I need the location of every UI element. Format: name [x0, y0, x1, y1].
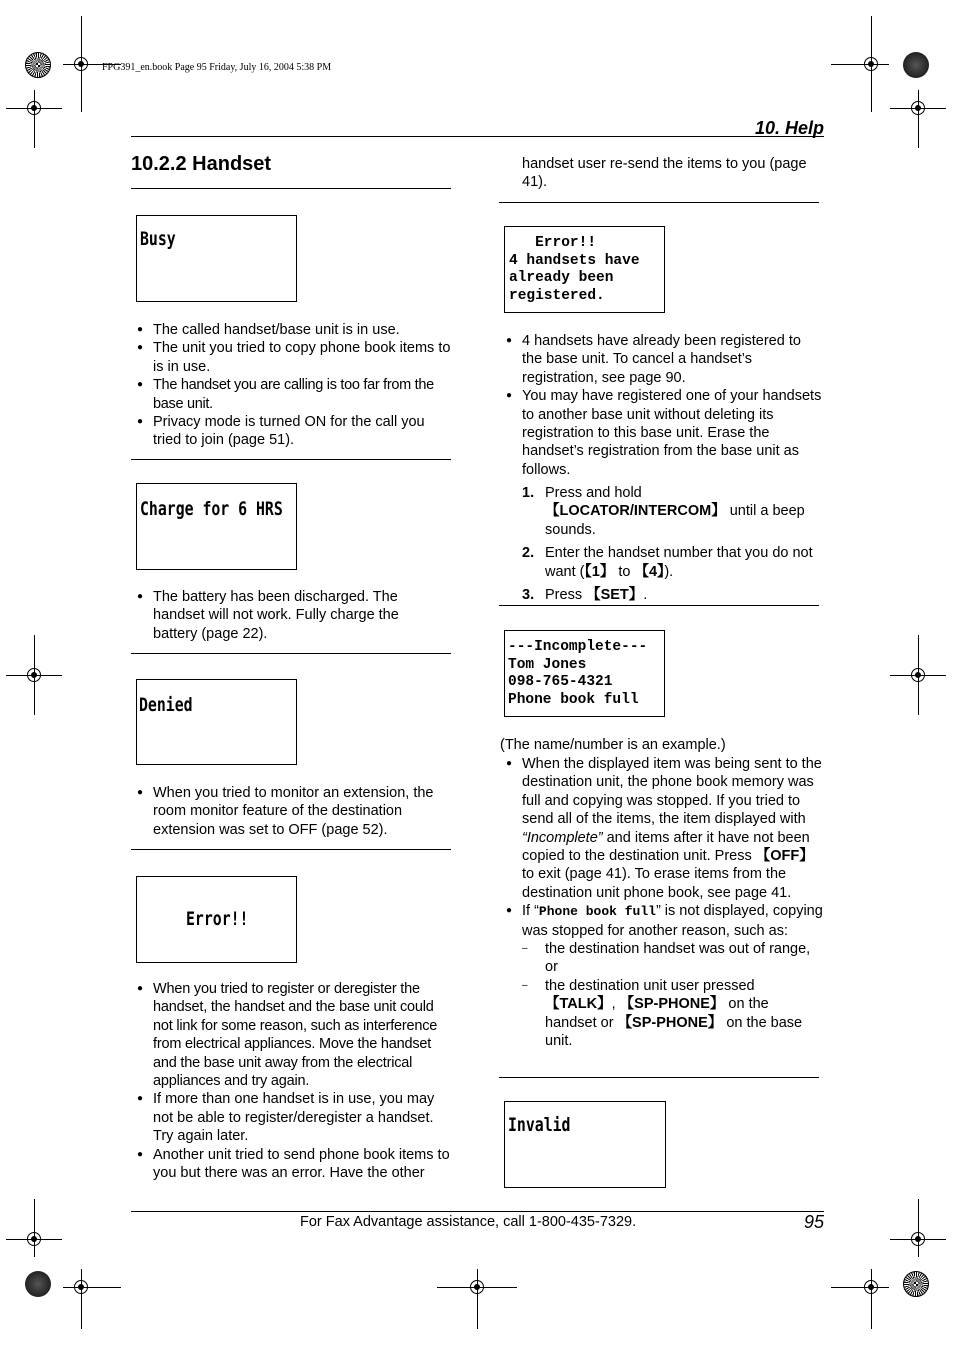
divider: [131, 459, 451, 460]
list-item: ● The battery has been discharged. The handset will not work. Fully charge the battery (page 22).: [131, 588, 431, 643]
key-label: 【SET】: [586, 587, 644, 604]
charge-bullets: [131, 588, 431, 643]
lcd-line: Phone book full: [508, 691, 639, 708]
lcd-display-error-handsets: [504, 226, 665, 313]
divider: [499, 202, 819, 203]
key-label: 【1】: [584, 563, 615, 580]
registration-mark: [25, 1271, 51, 1297]
section-header: 10. Help: [754, 118, 824, 138]
key-label: 【SP-PHONE】: [619, 996, 725, 1013]
error4-bullets: [500, 332, 824, 479]
step-item: [522, 484, 824, 539]
example-note: (The name/number is an example.): [500, 737, 726, 753]
header-rule: [131, 136, 824, 137]
list-item: [522, 977, 824, 1051]
step-number: 2.: [522, 545, 535, 562]
registration-mark: [903, 52, 929, 78]
denied-bullets: [131, 784, 453, 839]
list-item: [500, 902, 824, 1050]
divider: [499, 1077, 819, 1078]
erase-steps: [522, 484, 824, 609]
step-number: 1.: [522, 485, 535, 501]
lcd-line: Error!!: [509, 235, 597, 251]
text-run: and items after it have not been copied to the destination unit. Press: [522, 829, 810, 865]
list-item: ● When you tried to register or deregister the handset, the handset and the base unit could not link for some reason, such as interference from electrical appliances. Move the handset and the base unit away from the electrical appliances and try again.: [131, 980, 454, 1090]
text-run: to exit (page 41). To erase items from the destination unit phone book, see page 41.: [522, 866, 792, 901]
text-run: When the displayed item was being sent to the destination unit, the phone book memory was full and copying was stopped. If you tried to send all of the items, the item displayed with: [522, 756, 822, 828]
step-text: Enter the handset number that you do not want (: [545, 545, 813, 580]
list-item: ● The handset you are calling is too far from the base unit.: [131, 376, 453, 413]
list-item: [500, 755, 824, 902]
step-number: 3.: [522, 587, 535, 604]
text-run: on the handset or: [545, 996, 769, 1031]
lcd-display-incomplete: [504, 630, 665, 717]
key-label: 【TALK】: [545, 996, 612, 1013]
step-text: to: [614, 563, 635, 580]
step-item: [522, 544, 824, 581]
lcd-inline-text: Phone book full: [538, 904, 656, 920]
lcd-text: Charge for 6 HRS: [140, 498, 283, 520]
lcd-line: already been: [509, 270, 614, 286]
step-text: .: [643, 587, 648, 604]
lcd-display-charge: [136, 483, 297, 570]
lcd-display-invalid: [504, 1101, 666, 1188]
file-stamp: FPG391_en.book Page 95 Friday, July 16, 2004 5:38 PM: [102, 62, 332, 73]
key-label: 【4】: [634, 563, 665, 580]
continued-text: handset user re-send the items to you (page 41).: [522, 156, 807, 191]
divider: [131, 653, 451, 654]
key-label: 【OFF】: [755, 848, 814, 865]
lcd-display-busy: [136, 215, 297, 302]
list-item: – the destination handset was out of range, or: [522, 940, 824, 977]
list-item: ● 4 handsets have already been registered to the base unit. To cancel a handset’s registration, see page 90.: [500, 332, 824, 387]
error-bullets: [131, 980, 454, 1182]
incomplete-bullets: [500, 755, 824, 1051]
divider: [499, 605, 819, 606]
lcd-display-denied: [136, 679, 297, 765]
page-number: 95: [803, 1212, 824, 1232]
list-item: ● You may have registered one of your handsets to another base unit without deleting its registration to this base unit. Erase the handset’s registration from the base unit as follows.: [500, 387, 824, 479]
lcd-line: ---Incomplete---: [508, 639, 648, 655]
lcd-line: 4 handsets have: [509, 252, 640, 269]
lcd-line: Tom Jones: [508, 656, 587, 673]
text-run: on the base unit.: [545, 1014, 803, 1050]
lcd-text: Invalid: [508, 1114, 571, 1136]
list-item: ● Privacy mode is turned ON for the call you tried to join (page 51).: [131, 413, 453, 450]
lcd-line: 098-765-4321: [508, 674, 613, 690]
list-item: ● The called handset/base unit is in use.: [131, 321, 453, 339]
reason-list: [522, 940, 824, 1050]
step-text: until a beep sounds.: [545, 503, 805, 538]
step-item: [522, 586, 824, 604]
text-run: If “: [522, 903, 539, 920]
busy-bullets: [131, 321, 453, 450]
list-item: ● If more than one handset is in use, you may not be able to register/deregister a handset. Try again later.: [131, 1090, 454, 1145]
registration-mark: [25, 52, 51, 78]
lcd-text: Busy: [140, 228, 176, 250]
text-run: ” is not displayed, copying was stopped for another reason, such as:: [522, 903, 823, 939]
step-text: Press and hold: [545, 485, 642, 501]
key-label: 【LOCATOR/INTERCOM】: [545, 503, 726, 520]
footer-rule: [131, 1211, 824, 1212]
page-title: 10.2.2 Handset: [131, 153, 272, 175]
step-text: ).: [664, 563, 674, 580]
list-item: ● When you tried to monitor an extension, the room monitor feature of the destination extension was set to OFF (page 52).: [131, 784, 453, 839]
text-run: ,: [611, 996, 620, 1013]
lcd-text: Error!!: [186, 908, 249, 930]
list-item: ● The unit you tried to copy phone book items to is in use.: [131, 339, 453, 376]
text-run: “Incomplete”: [522, 829, 603, 846]
step-text: Press: [545, 587, 587, 604]
lcd-display-error: [136, 876, 297, 963]
footer-text: For Fax Advantage assistance, call 1-800-435-7329.: [300, 1214, 637, 1230]
list-item: ● Another unit tried to send phone book items to you but there was an error. Have the other: [131, 1146, 454, 1183]
divider: [131, 849, 451, 850]
lcd-text: Denied: [139, 694, 193, 716]
divider: [131, 188, 451, 189]
lcd-line: registered.: [509, 287, 605, 304]
registration-mark: [903, 1271, 929, 1297]
text-run: the destination unit user pressed: [545, 977, 755, 994]
key-label: 【SP-PHONE】: [617, 1014, 723, 1031]
